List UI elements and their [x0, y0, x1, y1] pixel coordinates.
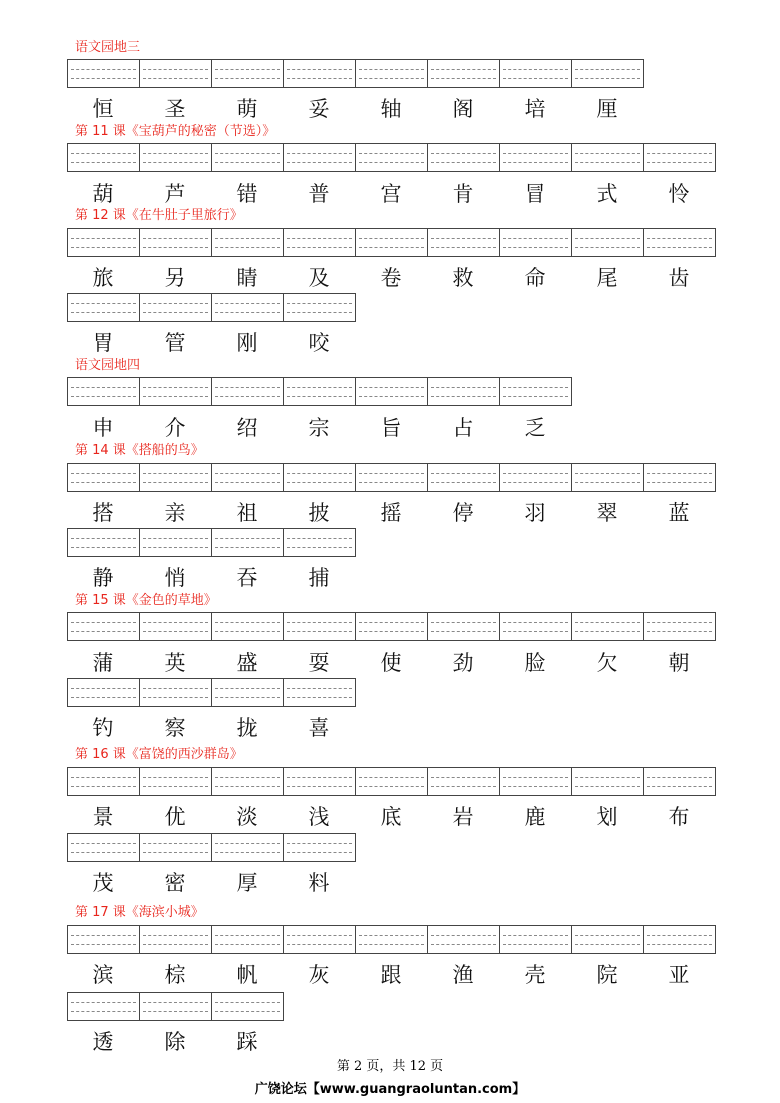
character-row	[67, 330, 355, 356]
writing-cell[interactable]	[571, 143, 644, 172]
writing-cell[interactable]	[427, 767, 500, 796]
writing-cell[interactable]	[211, 612, 284, 641]
vocabulary-character: 萌	[236, 97, 258, 121]
writing-cell[interactable]	[139, 293, 212, 322]
vocabulary-character: 英	[164, 651, 186, 675]
vocabulary-character: 宫	[380, 182, 402, 206]
character-row	[67, 500, 715, 526]
vocabulary-character: 胃	[92, 331, 114, 355]
character-row	[67, 650, 715, 676]
vocabulary-character: 蓝	[668, 501, 690, 525]
vocabulary-character: 阁	[452, 97, 474, 121]
writing-grid-row	[67, 59, 643, 88]
vocabulary-character: 肯	[452, 182, 474, 206]
writing-cell[interactable]	[643, 143, 716, 172]
vocabulary-character: 吞	[236, 566, 258, 590]
vocabulary-character: 茂	[92, 871, 114, 895]
section-title: 第 15 课《金色的草地》	[75, 593, 217, 608]
vocabulary-character: 错	[236, 182, 258, 206]
vocabulary-character: 旅	[92, 266, 114, 290]
vocabulary-character: 钓	[92, 716, 114, 740]
vocabulary-character: 捕	[308, 566, 330, 590]
writing-cell[interactable]	[427, 143, 500, 172]
writing-grid-row	[67, 228, 715, 257]
writing-grid-row	[67, 992, 283, 1021]
vocabulary-character: 棕	[164, 963, 186, 987]
writing-cell[interactable]	[643, 228, 716, 257]
character-row	[67, 565, 355, 591]
writing-grid-row	[67, 925, 715, 954]
writing-cell[interactable]	[355, 143, 428, 172]
vocabulary-character: 拢	[236, 716, 258, 740]
vocabulary-character: 刚	[236, 331, 258, 355]
writing-cell[interactable]	[283, 925, 356, 954]
writing-cell[interactable]	[139, 678, 212, 707]
writing-cell[interactable]	[499, 767, 572, 796]
vocabulary-character: 乏	[524, 416, 546, 440]
writing-cell[interactable]	[139, 612, 212, 641]
writing-cell[interactable]	[427, 463, 500, 492]
writing-cell[interactable]	[355, 228, 428, 257]
writing-cell[interactable]	[211, 767, 284, 796]
writing-cell[interactable]	[139, 767, 212, 796]
vocabulary-character: 跟	[380, 963, 402, 987]
writing-cell[interactable]	[571, 925, 644, 954]
writing-cell[interactable]	[355, 925, 428, 954]
vocabulary-character: 密	[164, 871, 186, 895]
vocabulary-character: 欠	[596, 651, 618, 675]
vocabulary-character: 滨	[92, 963, 114, 987]
vocabulary-character: 妥	[308, 97, 330, 121]
writing-grid-row	[67, 463, 715, 492]
vocabulary-character: 旨	[380, 416, 402, 440]
vocabulary-character: 停	[452, 501, 474, 525]
writing-cell[interactable]	[355, 463, 428, 492]
vocabulary-character: 恒	[92, 97, 114, 121]
writing-grid-row	[67, 528, 355, 557]
vocabulary-character: 察	[164, 716, 186, 740]
vocabulary-character: 劲	[452, 651, 474, 675]
writing-cell[interactable]	[67, 612, 140, 641]
vocabulary-character: 使	[380, 651, 402, 675]
writing-cell[interactable]	[211, 925, 284, 954]
writing-cell[interactable]	[211, 678, 284, 707]
vocabulary-character: 培	[524, 97, 546, 121]
writing-cell[interactable]	[571, 463, 644, 492]
vocabulary-character: 圣	[164, 97, 186, 121]
writing-cell[interactable]	[355, 612, 428, 641]
writing-cell[interactable]	[643, 612, 716, 641]
writing-cell[interactable]	[283, 59, 356, 88]
writing-cell[interactable]	[355, 59, 428, 88]
vocabulary-character: 另	[164, 266, 186, 290]
section-title: 语文园地三	[75, 40, 141, 55]
writing-cell[interactable]	[283, 228, 356, 257]
vocabulary-character: 盛	[236, 651, 258, 675]
writing-grid-row	[67, 377, 571, 406]
vocabulary-character: 朝	[668, 651, 690, 675]
character-row	[67, 181, 715, 207]
vocabulary-character: 悄	[164, 566, 186, 590]
writing-cell[interactable]	[283, 612, 356, 641]
writing-cell[interactable]	[67, 678, 140, 707]
writing-cell[interactable]	[427, 925, 500, 954]
writing-cell[interactable]	[427, 59, 500, 88]
writing-cell[interactable]	[67, 463, 140, 492]
writing-cell[interactable]	[139, 833, 212, 862]
vocabulary-character: 除	[164, 1030, 186, 1054]
writing-cell[interactable]	[571, 612, 644, 641]
writing-cell[interactable]	[139, 377, 212, 406]
writing-cell[interactable]	[139, 463, 212, 492]
vocabulary-character: 轴	[380, 97, 402, 121]
writing-cell[interactable]	[139, 228, 212, 257]
vocabulary-character: 耍	[308, 651, 330, 675]
writing-cell[interactable]	[499, 463, 572, 492]
vocabulary-character: 翠	[596, 501, 618, 525]
vocabulary-character: 厘	[596, 97, 618, 121]
writing-grid-row	[67, 612, 715, 641]
writing-cell[interactable]	[499, 143, 572, 172]
vocabulary-character: 蒲	[92, 651, 114, 675]
vocabulary-character: 浅	[308, 805, 330, 829]
vocabulary-character: 踩	[236, 1030, 258, 1054]
writing-cell[interactable]	[139, 925, 212, 954]
writing-cell[interactable]	[139, 992, 212, 1021]
vocabulary-character: 芦	[164, 182, 186, 206]
writing-cell[interactable]	[211, 992, 284, 1021]
vocabulary-character: 睛	[236, 266, 258, 290]
vocabulary-character: 披	[308, 501, 330, 525]
vocabulary-character: 绍	[236, 416, 258, 440]
vocabulary-character: 优	[164, 805, 186, 829]
vocabulary-character: 命	[524, 266, 546, 290]
vocabulary-character: 亚	[668, 963, 690, 987]
vocabulary-character: 卷	[380, 266, 402, 290]
writing-cell[interactable]	[211, 143, 284, 172]
character-row	[67, 962, 715, 988]
vocabulary-character: 静	[92, 566, 114, 590]
writing-cell[interactable]	[499, 612, 572, 641]
vocabulary-character: 齿	[668, 266, 690, 290]
writing-cell[interactable]	[643, 767, 716, 796]
writing-cell[interactable]	[211, 293, 284, 322]
section-title: 语文园地四	[75, 358, 141, 373]
vocabulary-character: 占	[452, 416, 474, 440]
writing-cell[interactable]	[67, 59, 140, 88]
section-title: 第 14 课《搭船的鸟》	[75, 443, 204, 458]
vocabulary-character: 料	[308, 871, 330, 895]
writing-cell[interactable]	[643, 463, 716, 492]
vocabulary-character: 葫	[92, 182, 114, 206]
vocabulary-character: 布	[668, 805, 690, 829]
vocabulary-character: 及	[308, 266, 330, 290]
writing-grid-row	[67, 833, 355, 862]
vocabulary-character: 怜	[668, 182, 690, 206]
vocabulary-character: 冒	[524, 182, 546, 206]
writing-cell[interactable]	[283, 678, 356, 707]
vocabulary-character: 渔	[452, 963, 474, 987]
writing-cell[interactable]	[571, 59, 644, 88]
writing-cell[interactable]	[427, 377, 500, 406]
vocabulary-character: 宗	[308, 416, 330, 440]
writing-cell[interactable]	[283, 293, 356, 322]
writing-cell[interactable]	[211, 59, 284, 88]
section-title: 第 12 课《在牛肚子里旅行》	[75, 208, 243, 223]
vocabulary-character: 管	[164, 331, 186, 355]
vocabulary-character: 景	[92, 805, 114, 829]
page-number: 第 2 页，共 12 页	[336, 1059, 444, 1074]
vocabulary-character: 底	[380, 805, 402, 829]
writing-cell[interactable]	[427, 612, 500, 641]
writing-cell[interactable]	[211, 463, 284, 492]
vocabulary-character: 介	[164, 416, 186, 440]
writing-cell[interactable]	[67, 992, 140, 1021]
writing-grid-row	[67, 767, 715, 796]
character-row	[67, 415, 571, 441]
writing-cell[interactable]	[355, 767, 428, 796]
vocabulary-character: 喜	[308, 716, 330, 740]
writing-cell[interactable]	[67, 767, 140, 796]
character-row	[67, 265, 715, 291]
writing-cell[interactable]	[67, 528, 140, 557]
section-title: 第 11 课《宝葫芦的秘密（节选）》	[75, 124, 276, 139]
vocabulary-character: 式	[596, 182, 618, 206]
writing-cell[interactable]	[67, 143, 140, 172]
writing-cell[interactable]	[283, 528, 356, 557]
writing-cell[interactable]	[283, 767, 356, 796]
vocabulary-character: 岩	[452, 805, 474, 829]
writing-cell[interactable]	[571, 767, 644, 796]
vocabulary-character: 灰	[308, 963, 330, 987]
character-row	[67, 715, 355, 741]
vocabulary-character: 羽	[524, 501, 546, 525]
writing-cell[interactable]	[139, 59, 212, 88]
writing-cell[interactable]	[499, 228, 572, 257]
writing-cell[interactable]	[499, 377, 572, 406]
vocabulary-character: 帆	[236, 963, 258, 987]
writing-cell[interactable]	[139, 143, 212, 172]
writing-grid-row	[67, 143, 715, 172]
writing-cell[interactable]	[283, 377, 356, 406]
character-row	[67, 1029, 283, 1055]
vocabulary-character: 脸	[524, 651, 546, 675]
writing-cell[interactable]	[139, 528, 212, 557]
writing-cell[interactable]	[283, 833, 356, 862]
writing-cell[interactable]	[67, 377, 140, 406]
vocabulary-character: 咬	[308, 331, 330, 355]
writing-grid-row	[67, 293, 355, 322]
vocabulary-character: 摇	[380, 501, 402, 525]
character-row	[67, 870, 355, 896]
section-title: 第 16 课《富饶的西沙群岛》	[75, 747, 243, 762]
site-footer: 广饶论坛【www.guangraoluntan.com】	[254, 1082, 526, 1097]
writing-cell[interactable]	[211, 528, 284, 557]
vocabulary-character: 厚	[236, 871, 258, 895]
writing-cell[interactable]	[283, 463, 356, 492]
writing-cell[interactable]	[355, 377, 428, 406]
vocabulary-character: 透	[92, 1030, 114, 1054]
writing-cell[interactable]	[571, 228, 644, 257]
writing-cell[interactable]	[427, 228, 500, 257]
vocabulary-character: 救	[452, 266, 474, 290]
writing-cell[interactable]	[67, 833, 140, 862]
writing-cell[interactable]	[67, 228, 140, 257]
writing-cell[interactable]	[211, 833, 284, 862]
vocabulary-character: 划	[596, 805, 618, 829]
vocabulary-character: 祖	[236, 501, 258, 525]
vocabulary-character: 普	[308, 182, 330, 206]
writing-cell[interactable]	[283, 143, 356, 172]
vocabulary-character: 淡	[236, 805, 258, 829]
writing-cell[interactable]	[643, 925, 716, 954]
writing-cell[interactable]	[67, 925, 140, 954]
character-row	[67, 804, 715, 830]
character-row	[67, 96, 643, 122]
writing-cell[interactable]	[211, 377, 284, 406]
section-title: 第 17 课《海滨小城》	[75, 905, 204, 920]
vocabulary-character: 鹿	[524, 805, 546, 829]
vocabulary-character: 亲	[164, 501, 186, 525]
vocabulary-character: 尾	[596, 266, 618, 290]
vocabulary-character: 壳	[524, 963, 546, 987]
vocabulary-character: 院	[596, 963, 618, 987]
writing-cell[interactable]	[499, 925, 572, 954]
vocabulary-character: 申	[92, 416, 114, 440]
writing-grid-row	[67, 678, 355, 707]
writing-cell[interactable]	[499, 59, 572, 88]
writing-cell[interactable]	[67, 293, 140, 322]
writing-cell[interactable]	[211, 228, 284, 257]
vocabulary-character: 搭	[92, 501, 114, 525]
